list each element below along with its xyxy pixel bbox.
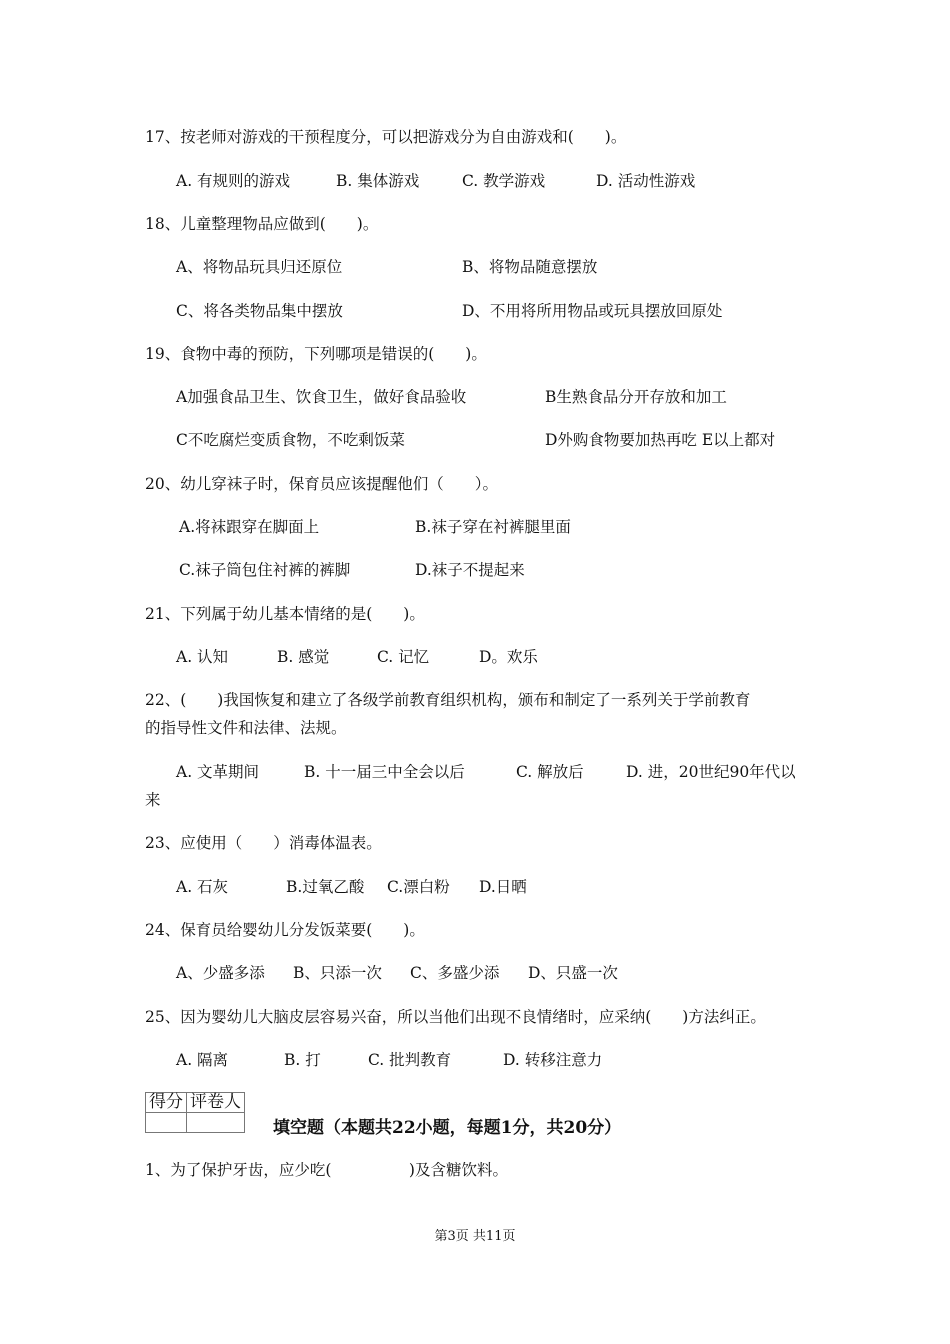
- option-18d: D、不用将所用物品或玩具摆放回原处: [462, 302, 723, 320]
- option-22c: C. 解放后: [516, 763, 584, 781]
- option-17b: B. 集体游戏: [336, 172, 420, 190]
- grader-cell: [187, 1113, 245, 1133]
- question-22-stem: 22、( )我国恢复和建立了各级学前教育组织机构，颁布和制定了一系列关于学前教育: [145, 691, 751, 709]
- option-22-cont: 来: [145, 791, 161, 809]
- option-19c: C不吃腐烂变质食物，不吃剩饭菜: [176, 431, 405, 449]
- option-19a: A加强食品卫生、饮食卫生，做好食品验收: [176, 388, 467, 406]
- question-22-stem-cont: 的指导性文件和法律、法规。: [145, 719, 347, 737]
- option-20c: C.袜子筒包住衬裤的裤脚: [179, 561, 351, 579]
- option-25d: D. 转移注意力: [503, 1051, 603, 1069]
- option-20b: B.袜子穿在衬裤腿里面: [415, 518, 571, 536]
- option-21a: A. 认知: [176, 648, 229, 666]
- question-23-stem: 23、应使用（ ）消毒体温表。: [145, 834, 382, 852]
- option-20a: A.将袜跟穿在脚面上: [179, 518, 320, 536]
- question-20-stem: 20、幼儿穿袜子时，保育员应该提醒他们（ ）。: [145, 475, 498, 493]
- option-25b: B. 打: [284, 1051, 321, 1069]
- option-22d: D. 进，20世纪90年代以: [626, 763, 796, 781]
- option-25c: C. 批判教育: [368, 1051, 452, 1069]
- option-24c: C、多盛少添: [410, 964, 500, 982]
- option-25a: A. 隔离: [176, 1051, 229, 1069]
- question-19-stem: 19、食物中毒的预防，下列哪项是错误的( )。: [145, 345, 487, 363]
- option-19d: D外购食物要加热再吃 E以上都对: [545, 431, 776, 449]
- option-18c: C、将各类物品集中摆放: [176, 302, 343, 320]
- page-footer: 第3页 共11页: [434, 1229, 516, 1244]
- option-17c: C. 教学游戏: [462, 172, 546, 190]
- question-24-stem: 24、保育员给婴幼儿分发饭菜要( )。: [145, 921, 425, 939]
- score-label: 得分: [146, 1093, 187, 1113]
- option-20d: D.袜子不提起来: [415, 561, 525, 579]
- question-17-stem: 17、按老师对游戏的干预程度分，可以把游戏分为自由游戏和( )。: [145, 128, 627, 146]
- option-18a: A、将物品玩具归还原位: [176, 258, 343, 276]
- option-18b: B、将物品随意摆放: [462, 258, 598, 276]
- option-21d: D。欢乐: [479, 648, 538, 666]
- option-17a: A. 有规则的游戏: [176, 172, 291, 190]
- option-22a: A. 文革期间: [176, 763, 260, 781]
- option-23a: A. 石灰: [176, 878, 229, 896]
- option-21c: C. 记忆: [377, 648, 430, 666]
- question-18-stem: 18、儿童整理物品应做到( )。: [145, 215, 379, 233]
- option-22b: B. 十一届三中全会以后: [304, 763, 465, 781]
- question-25-stem: 25、因为婴幼儿大脑皮层容易兴奋，所以当他们出现不良情绪时，应采纳( )方法纠正。: [145, 1008, 766, 1026]
- question-21-stem: 21、下列属于幼儿基本情绪的是( )。: [145, 605, 425, 623]
- section-title: 填空题（本题共22小题，每题1分，共20分）: [273, 1118, 622, 1138]
- fill-question-1: 1、为了保护牙齿，应少吃( )及含糖饮料。: [145, 1161, 508, 1179]
- score-table: [145, 1092, 245, 1133]
- option-23c: C.漂白粉: [387, 878, 450, 896]
- option-24d: D、只盛一次: [528, 964, 618, 982]
- option-21b: B. 感觉: [277, 648, 330, 666]
- option-17d: D. 活动性游戏: [596, 172, 696, 190]
- score-cell: [146, 1113, 187, 1133]
- grader-label: 评卷人: [187, 1093, 245, 1113]
- option-23d: D.日晒: [479, 878, 527, 896]
- option-24b: B、只添一次: [293, 964, 382, 982]
- option-23b: B.过氧乙酸: [286, 878, 365, 896]
- option-24a: A、少盛多添: [176, 964, 265, 982]
- option-19b: B生熟食品分开存放和加工: [545, 388, 727, 406]
